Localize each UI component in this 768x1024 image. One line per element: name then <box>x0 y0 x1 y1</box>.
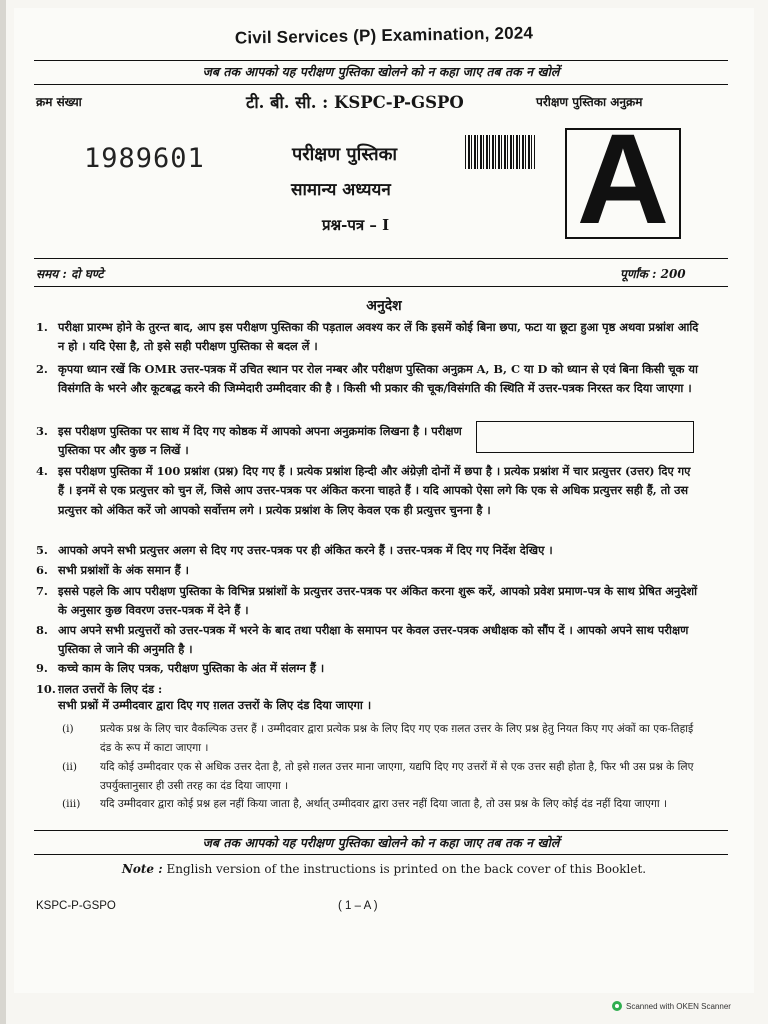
instruction-text: परीक्षा प्रारम्भ होने के तुरन्त बाद, आप इस परीक्षण पुस्तिका की पड़ताल अवश्य कर लें कि इसमें कोई बिना छपा, फटा या छूटा हुआ पृष्ठ अथवा प्रश्नांश आदि न हो । यदि ऐसा है, तो इसे सही परीक्षण पुस्तिका से बदल लें । <box>58 320 699 354</box>
top-rule <box>34 60 728 61</box>
instruction-text: आप अपने सभी प्रत्युत्तरों को उत्तर-पत्रक में भरने के बाद तथा परीक्षा के समापन पर केवल उत्तर-पत्रक अधीक्षक को सौंप दें । आपको अपने साथ परीक्षण पुस्तिका ले जाने की अनुमति है । <box>58 623 689 657</box>
instruction-text: सभी प्रश्नांशों के अंक समान हैं । <box>58 563 189 577</box>
warning-bottom: जब तक आपको यह परीक्षण पुस्तिका खोलने को न कहा जाए तब तक न खोलें <box>202 835 560 850</box>
time-rule <box>34 286 728 287</box>
penalty-text: यदि उम्मीदवार द्वारा कोई प्रश्न हल नहीं किया जाता है, अर्थात् उम्मीदवार द्वारा उत्तर नहीं दिया जाता है, तो उस प्रश्न के लिए कोई दंड नहीं दिया जाएगा । <box>100 798 667 810</box>
scanner-logo-icon <box>612 1001 622 1011</box>
header-bottom-rule <box>34 258 728 259</box>
subject: सामान्य अध्ययन <box>291 180 391 200</box>
instruction-item <box>36 582 700 621</box>
instruction-item <box>36 360 700 399</box>
instruction-number: 10. <box>36 682 56 696</box>
penalty-number: (i) <box>62 723 74 735</box>
page-number: ( 1 – A ) <box>338 900 378 912</box>
instruction-number: 5. <box>36 543 48 557</box>
penalty-number: (iii) <box>62 798 81 810</box>
penalty-rule: सभी प्रश्नों में उम्मीदवार द्वारा दिए गए ग़लत उत्तरों के लिए दंड दिया जाएगा । <box>58 698 372 712</box>
instruction-number: 3. <box>36 424 48 438</box>
instruction-text: इससे पहले कि आप परीक्षण पुस्तिका के विभिन्न प्रश्नांशों के प्रत्युत्तर उत्तर-पत्रक पर अंकित करना शुरू करें, आपको प्रवेश प्रमाण-पत्र के साथ प्रेषित अनुदेशों के अनुसार कुछ विवरण उत्तर-पत्रक में देने हैं । <box>58 584 698 618</box>
penalty-text: प्रत्येक प्रश्न के लिए चार वैकल्पिक उत्तर हैं । उम्मीदवार द्वारा प्रत्येक प्रश्न के लिए दिए गए एक ग़लत उत्तर के लिए प्रश्न हेतु नियत किए गए अंकों का एक-तिहाई दंड के रूप में काटा जाएगा । <box>100 723 694 754</box>
penalty-item <box>62 720 698 757</box>
instruction-item <box>36 621 700 660</box>
penalty-item <box>62 758 698 795</box>
penalty-number: (ii) <box>62 761 78 773</box>
instruction-number: 7. <box>36 584 48 598</box>
instruction-item <box>36 422 466 461</box>
tbc-code: टी. बी. सी. : KSPC-P-GSPO <box>246 93 464 112</box>
time-allowed: समय : दो घण्टे <box>36 267 104 281</box>
max-marks: पूर्णांक : 200 <box>620 267 686 281</box>
instruction-number: 8. <box>36 623 48 637</box>
warning-rule <box>34 84 728 85</box>
series-letter: A <box>576 128 670 239</box>
warning-bottom-rule-top <box>34 830 728 831</box>
warning-bottom-rule <box>34 854 728 855</box>
barcode-icon <box>465 135 535 169</box>
series-label: परीक्षण पुस्तिका अनुक्रम <box>536 95 643 109</box>
instruction-text: इस परीक्षण पुस्तिका पर साथ में दिए गए कोष्ठक में आपको अपना अनुक्रमांक लिखना है । परीक्षण पुस्तिका पर और कुछ न लिखें । <box>58 424 462 458</box>
note-label: Note : <box>121 862 163 876</box>
booklet-title: परीक्षण पुस्तिका <box>292 144 398 165</box>
instruction-number: 9. <box>36 661 48 675</box>
serial-label: क्रम संख्या <box>36 95 82 109</box>
roll-number-box[interactable] <box>476 421 694 453</box>
warning-top: जब तक आपको यह परीक्षण पुस्तिका खोलने को न कहा जाए तब तक न खोलें <box>202 64 560 79</box>
instruction-text: ग़लत उत्तरों के लिए दंड : <box>58 682 163 696</box>
instruction-item <box>36 541 700 560</box>
english-note <box>0 862 768 876</box>
note-text: English version of the instructions is printed on the back cover of this Booklet. <box>162 862 647 876</box>
instruction-item <box>36 659 700 678</box>
penalty-text: यदि कोई उम्मीदवार एक से अधिक उत्तर देता है, तो इसे ग़लत उत्तर माना जाएगा, यद्यपि दिए गए उत्तरों में से एक उत्तर सही होता है, फिर भी उस प्रश्न के लिए उपर्युक्तानुसार ही उसी तरह का दंड दिया जाएगा । <box>100 761 694 792</box>
instruction-text: कच्चे काम के लिए पत्रक, परीक्षण पुस्तिका के अंत में संलग्न हैं । <box>58 661 325 675</box>
paper-number: प्रश्न-पत्र – I <box>322 216 390 234</box>
instruction-number: 6. <box>36 563 48 577</box>
instruction-text: आपको अपने सभी प्रत्युत्तर अलग से दिए गए उत्तर-पत्रक पर ही अंकित करने हैं । उत्तर-पत्रक में दिए गए निर्देश देखिए । <box>58 543 553 557</box>
scanner-watermark <box>612 1001 731 1011</box>
instruction-number: 4. <box>36 464 48 478</box>
instruction-text: इस परीक्षण पुस्तिका में 100 प्रश्नांश (प्रश्न) दिए गए हैं । प्रत्येक प्रश्नांश हिन्दी और अंग्रेज़ी दोनों में छपा है । प्रत्येक प्रश्नांश में चार प्रत्युत्तर (उत्तर) दिए गए हैं । इनमें से एक प्रत्युत्तर को चुन लें, जिसे आप उत्तर-पत्रक पर अंकित करना चाहते हैं । यदि आपको ऐसा लगे कि एक से अधिक प्रत्युत्तर सही हैं, तो उस प्रत्युत्तर को अंकित करें जो आपको सर्वोत्तम लगे । प्रत्येक प्रश्नांश के लिए केवल एक ही प्रत्युत्तर चुनना है । <box>58 464 691 517</box>
instruction-item <box>36 318 700 357</box>
exam-title: Civil Services (P) Examination, 2024 <box>234 23 534 48</box>
footer-code: KSPC-P-GSPO <box>36 900 116 912</box>
penalty-item <box>62 795 698 814</box>
instructions-heading: अनुदेश <box>366 298 402 314</box>
instruction-item <box>36 561 700 580</box>
instruction-number: 2. <box>36 362 48 376</box>
instruction-item <box>36 680 700 699</box>
series-box <box>565 128 681 239</box>
instruction-item <box>36 462 700 520</box>
instruction-text: कृपया ध्यान रखें कि OMR उत्तर-पत्रक में उचित स्थान पर रोल नम्बर और परीक्षण पुस्तिका अनुक्रम A, B, C या D को ध्यान से एवं बिना किसी चूक या विसंगति के भरने और कूटबद्ध करने की जिम्मेदारी उम्मीदवार की है । किसी भी प्रकार की चूक/विसंगति की स्थिति में उत्तर-पत्रक निरस्त कर दिया जाएगा । <box>58 362 698 396</box>
serial-number: 1989601 <box>84 143 205 174</box>
scanner-text: Scanned with OKEN Scanner <box>626 1001 731 1011</box>
instruction-number: 1. <box>36 320 48 334</box>
